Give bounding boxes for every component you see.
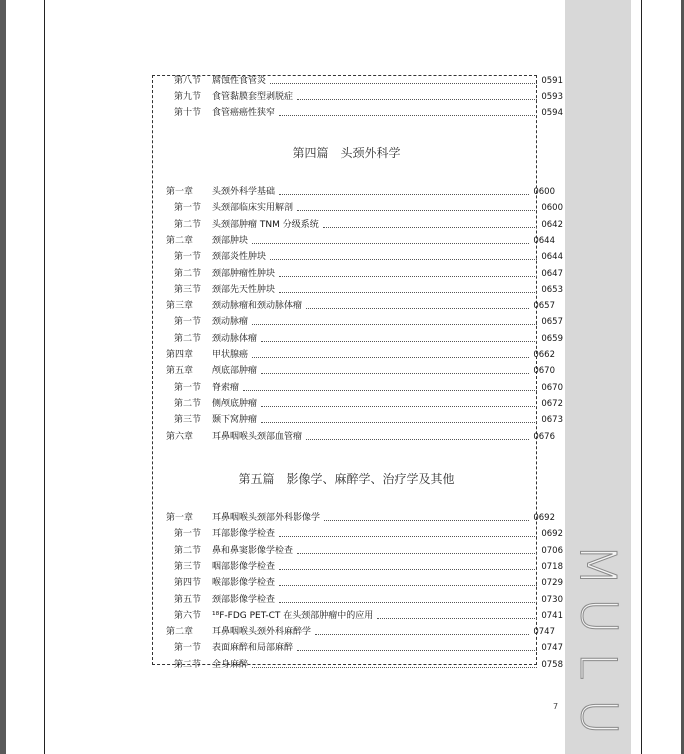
toc-page: 0653 — [541, 284, 563, 295]
toc-leader — [315, 633, 529, 635]
toc-section-row[interactable] — [152, 283, 563, 297]
toc-section-row[interactable] — [152, 576, 563, 590]
toc-title: 腐蚀性食管炎 — [212, 76, 267, 86]
toc-page: 0591 — [541, 76, 563, 86]
part-heading-4 — [152, 144, 541, 161]
toc-title: 头颈外科学基础 — [212, 187, 276, 197]
toc-title: 颈部先天性肿块 — [212, 284, 276, 295]
toc-row[interactable] — [152, 106, 563, 120]
part-number: 第四篇 — [292, 146, 329, 160]
toc-row[interactable] — [152, 90, 563, 104]
toc-leader — [279, 568, 537, 570]
toc-num: 第一节 — [174, 203, 202, 214]
toc-num: 第三章 — [166, 301, 194, 312]
toc-num: 第一节 — [174, 529, 202, 540]
toc-section-row[interactable] — [152, 560, 563, 574]
toc-title: 耳鼻咽喉头颈部外科影像学 — [212, 513, 321, 523]
toc-num: 第四章 — [166, 350, 194, 360]
toc-page: 0647 — [541, 268, 563, 279]
toc-title: 头颈部临床实用解剖 — [212, 203, 294, 214]
toc-num: 第一章 — [166, 187, 194, 197]
toc-num: 第一节 — [174, 382, 202, 393]
side-letter: L — [568, 652, 627, 681]
toc-leader — [323, 226, 537, 228]
toc-section-row[interactable] — [152, 381, 563, 395]
toc-title: 喉部影像学检查 — [212, 578, 276, 589]
toc-title: 食管癌癌性狭窄 — [212, 108, 276, 118]
side-letter: U — [568, 698, 627, 736]
toc-leader — [297, 98, 537, 100]
toc-page: 0659 — [541, 333, 563, 344]
toc-title: 耳鼻咽喉头颈部血管瘤 — [212, 431, 303, 442]
toc-page: 0692 — [533, 513, 555, 523]
toc-leader — [252, 323, 537, 325]
toc-num: 第四节 — [174, 578, 202, 589]
part-title: 影像学、麻醉学、治疗学及其他 — [286, 472, 455, 486]
toc-leader — [252, 356, 529, 358]
toc-title: ¹⁸F-FDG PET-CT 在头颈部肿瘤中的应用 — [212, 610, 374, 621]
toc-page: 0747 — [541, 643, 563, 654]
toc-section-row[interactable] — [152, 332, 563, 346]
toc-chapter-row[interactable] — [152, 299, 555, 313]
page-number: 7 — [553, 702, 559, 711]
toc-num: 第二节 — [174, 659, 202, 670]
toc-chapter-row[interactable] — [152, 185, 555, 199]
toc-title: 颈动脉瘤和颈动脉体瘤 — [212, 301, 303, 312]
part-title: 头颈外科学 — [340, 146, 401, 160]
toc-num: 第八节 — [174, 76, 202, 86]
toc-num: 第六节 — [174, 610, 202, 621]
toc-title: 颈部炎性肿块 — [212, 252, 267, 263]
toc-page: 0758 — [541, 659, 563, 670]
toc-leader — [306, 438, 529, 440]
toc-num: 第二章 — [166, 627, 194, 638]
toc-page: 0718 — [541, 561, 563, 572]
toc-title: 颈动脉瘤 — [212, 317, 249, 328]
toc-leader — [279, 114, 537, 116]
toc-num: 第二节 — [174, 268, 202, 279]
toc-page: 0747 — [533, 627, 555, 638]
toc-page: 0657 — [533, 301, 555, 312]
toc-title: 颞下窝肿瘤 — [212, 415, 258, 426]
toc-page: 0642 — [541, 219, 563, 230]
toc-page: 0729 — [541, 578, 563, 589]
toc-num: 第二节 — [174, 545, 202, 556]
toc-title: 颈部肿瘤性肿块 — [212, 268, 276, 279]
toc-section-row[interactable] — [152, 397, 563, 411]
toc-page: 0741 — [541, 610, 563, 621]
toc-num: 第二节 — [174, 219, 202, 230]
part-number: 第五篇 — [238, 472, 275, 486]
toc-chapter-row[interactable] — [152, 234, 555, 248]
left-page-border — [44, 0, 45, 754]
toc-chapter-row[interactable] — [152, 511, 555, 525]
toc-num: 第二节 — [174, 333, 202, 344]
toc-leader — [297, 649, 537, 651]
toc-leader — [261, 340, 537, 342]
toc-leader — [377, 617, 537, 619]
toc-page: 0600 — [533, 187, 555, 197]
toc-page: 0672 — [541, 398, 563, 409]
toc-page: 0730 — [541, 594, 563, 605]
toc-section-row[interactable] — [152, 315, 563, 329]
toc-title: 颈部肿块 — [212, 235, 249, 246]
toc-num: 第九节 — [174, 92, 202, 102]
toc-page: 0600 — [541, 203, 563, 214]
toc-leader — [261, 421, 537, 423]
toc-page: 0644 — [533, 235, 555, 246]
toc-page: 0657 — [541, 317, 563, 328]
toc-page: 0644 — [541, 252, 563, 263]
toc-title: 食管黏膜套型剥脱症 — [212, 92, 294, 102]
toc-page: 0692 — [541, 529, 563, 540]
right-page-border — [641, 0, 642, 754]
toc-section-row[interactable] — [152, 413, 563, 427]
toc-title: 颅底部肿瘤 — [212, 366, 258, 377]
toc-section-row[interactable] — [152, 609, 563, 623]
toc-page: 0670 — [541, 382, 563, 393]
toc-page: 0594 — [541, 108, 563, 118]
toc-leader — [279, 535, 537, 537]
toc-title: 全身麻醉 — [212, 659, 249, 670]
toc-num: 第一章 — [166, 513, 194, 523]
toc-section-row[interactable] — [152, 641, 563, 655]
toc-chapter-row[interactable] — [152, 364, 555, 378]
part-heading-5 — [152, 470, 541, 487]
toc-num: 第六章 — [166, 431, 194, 442]
toc-page: 0676 — [533, 431, 555, 442]
toc-leader — [306, 307, 529, 309]
toc-num: 第十节 — [174, 108, 202, 118]
toc-title: 颈动脉体瘤 — [212, 333, 258, 344]
toc-section-row[interactable] — [152, 658, 563, 672]
left-edge-bar — [0, 0, 6, 754]
toc-title: 颈部影像学检查 — [212, 594, 276, 605]
toc-leader — [252, 242, 529, 244]
toc-row[interactable] — [152, 74, 563, 88]
toc-section-row[interactable] — [152, 267, 563, 281]
toc-section-row[interactable] — [152, 544, 563, 558]
side-mulu-text — [570, 543, 626, 739]
toc-num: 第三节 — [174, 561, 202, 572]
toc-chapter-row[interactable] — [152, 430, 555, 444]
toc-num: 第一节 — [174, 317, 202, 328]
toc-title: 表面麻醉和局部麻醉 — [212, 643, 294, 654]
toc-num: 第二章 — [166, 235, 194, 246]
toc-chapter-row[interactable] — [152, 625, 555, 639]
toc-leader — [261, 405, 537, 407]
toc-section-row[interactable] — [152, 527, 563, 541]
toc-leader — [261, 372, 529, 374]
toc-section-row[interactable] — [152, 218, 563, 232]
toc-title: 咽部影像学检查 — [212, 561, 276, 572]
toc-page: 0706 — [541, 545, 563, 556]
toc-leader — [279, 193, 529, 195]
toc-page: 0593 — [541, 92, 563, 102]
toc-leader — [279, 601, 537, 603]
toc-title: 侧颅底肿瘤 — [212, 398, 258, 409]
toc-num: 第一节 — [174, 643, 202, 654]
toc-section-row[interactable] — [152, 250, 563, 264]
toc-title: 脊索瘤 — [212, 382, 240, 393]
toc-num: 第五章 — [166, 366, 194, 377]
toc-num: 第二节 — [174, 398, 202, 409]
toc-section-row[interactable] — [152, 201, 563, 215]
toc-leader — [297, 209, 537, 211]
toc-leader — [252, 666, 537, 668]
toc-leader — [270, 258, 537, 260]
side-letter: U — [568, 597, 627, 634]
toc-title: 甲状腺癌 — [212, 350, 249, 360]
toc-title: 耳鼻咽喉头颈外科麻醉学 — [212, 627, 312, 638]
toc-leader — [297, 552, 537, 554]
toc-title: 耳部影像学检查 — [212, 529, 276, 540]
toc-num: 第三节 — [174, 415, 202, 426]
toc-leader — [324, 519, 529, 521]
toc-leader — [243, 389, 537, 391]
side-letter: M — [568, 543, 627, 587]
toc-num: 第三节 — [174, 284, 202, 295]
toc-section-row[interactable] — [152, 593, 563, 607]
toc-leader — [279, 291, 537, 293]
toc-page: 0662 — [533, 350, 555, 360]
toc-title: 头颈部肿瘤 TNM 分级系统 — [212, 219, 319, 230]
toc-num: 第一节 — [174, 252, 202, 263]
toc-leader — [279, 275, 537, 277]
toc-leader — [279, 584, 537, 586]
toc-page: 0670 — [533, 366, 555, 377]
toc-leader — [270, 82, 537, 84]
toc-chapter-row[interactable] — [152, 348, 555, 362]
toc-title: 鼻和鼻窦影像学检查 — [212, 545, 294, 556]
toc-num: 第五节 — [174, 594, 202, 605]
toc-page: 0673 — [541, 415, 563, 426]
